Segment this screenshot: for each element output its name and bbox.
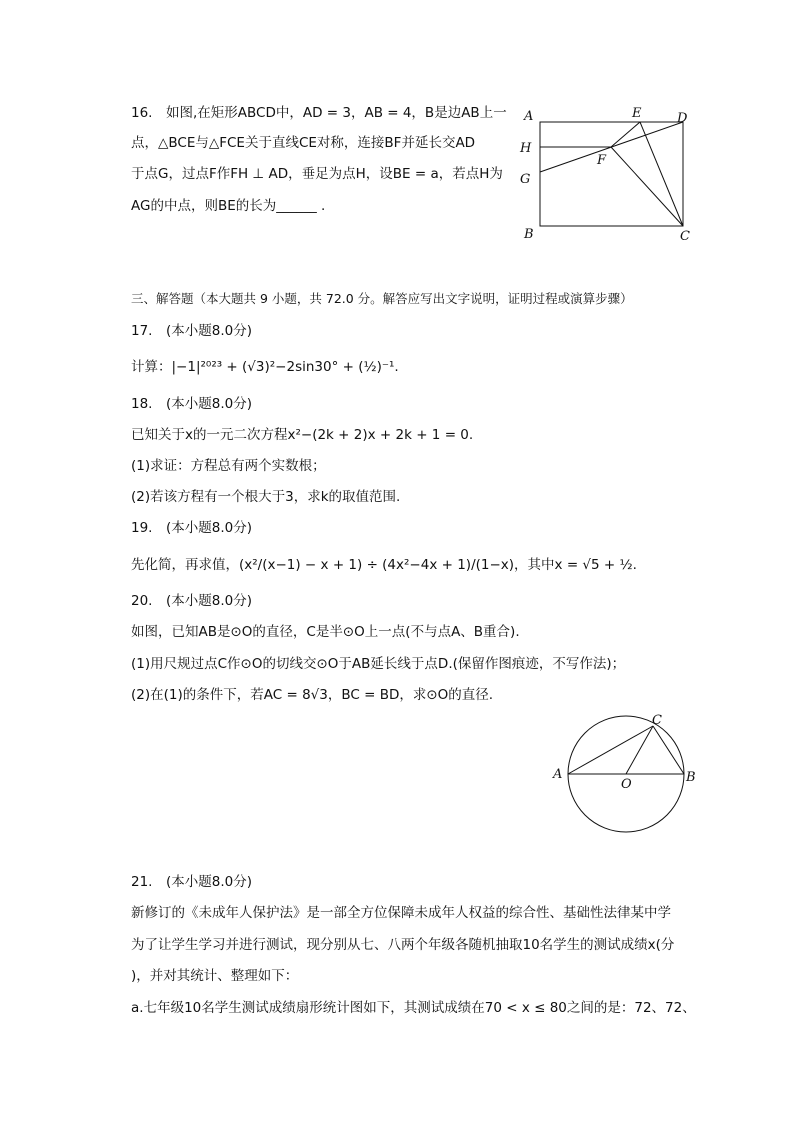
q21-line3: )，并对其统计、整理如下：	[131, 968, 299, 984]
q16-line4: AG的中点，则BE的长为______ .	[131, 198, 326, 214]
q16-line2: 点，△BCE与△FCE关于直线CE对称，连接BF并延长交AD	[131, 135, 476, 151]
q17-line1: 计算：|−1|²⁰²³ + (√3)²−2sin30° + (½)⁻¹.	[131, 359, 399, 375]
fig20-label-o: O	[621, 777, 632, 792]
fig16-label-h: H	[520, 141, 532, 156]
fig20-label-c: C	[652, 713, 662, 728]
q20-line2: (1)用尺规过点C作⊙O的切线交⊙O于AB延长线于点D.(保留作图痕迹，不写作法)；	[131, 656, 626, 672]
q20-header: 20. (本小题8.0分)	[131, 593, 252, 609]
q19-line1: 先化简，再求值，(x²/(x−1) − x + 1) ÷ (4x²−4x + 1)/(1−x)，其中x = √5 + ½.	[131, 557, 637, 573]
section3-heading: 三、解答题（本大题共 9 小题，共 72.0 分。解答应写出文字说明，证明过程或演算步骤）	[131, 291, 633, 306]
q19-header: 19. (本小题8.0分)	[131, 520, 252, 536]
q16-line1: 16. 如图,在矩形ABCD中，AD = 3，AB = 4，B是边AB上一	[131, 105, 507, 121]
fig16-label-d: D	[677, 111, 688, 126]
fig16-label-b: B	[524, 227, 534, 242]
figure-20-circle-diagram	[545, 708, 705, 838]
q18-line1: 已知关于x的一元二次方程x²−(2k + 2)x + 2k + 1 = 0.	[131, 427, 474, 443]
fig16-label-f: F	[597, 153, 607, 168]
q21-line2: 为了让学生学习并进行测试，现分别从七、八两个年级各随机抽取10名学生的测试成绩x(分	[131, 937, 675, 953]
q18-line3: (2)若该方程有一个根大于3，求k的取值范围.	[131, 489, 401, 505]
fig16-label-c: C	[680, 229, 690, 244]
q17-header: 17. (本小题8.0分)	[131, 323, 252, 339]
figure-16-rectangle-diagram	[510, 100, 710, 245]
q21-line1: 新修订的《未成年人保护法》是一部全方位保障未成年人权益的综合性、基础性法律某中学	[131, 905, 671, 921]
fig16-label-e: E	[632, 106, 642, 121]
q16-line3: 于点G，过点F作FH ⊥ AD，垂足为点H，设BE = a，若点H为	[131, 166, 503, 182]
q18-header: 18. (本小题8.0分)	[131, 396, 252, 412]
q20-line3: (2)在(1)的条件下，若AC = 8√3，BC = BD，求⊙O的直径.	[131, 687, 494, 703]
q18-line2: (1)求证：方程总有两个实数根；	[131, 458, 326, 474]
q20-line1: 如图，已知AB是⊙O的直径，C是半⊙O上一点(不与点A、B重合).	[131, 624, 520, 640]
q21-header: 21. (本小题8.0分)	[131, 874, 252, 890]
fig16-label-a: A	[524, 109, 534, 124]
q21-line4: a.七年级10名学生测试成绩扇形统计图如下，其测试成绩在70 < x ≤ 80之间的是：72、72、	[131, 1000, 696, 1016]
fig16-label-g: G	[520, 172, 531, 187]
fig20-label-a: A	[553, 767, 563, 782]
fig20-label-b: B	[686, 770, 696, 785]
